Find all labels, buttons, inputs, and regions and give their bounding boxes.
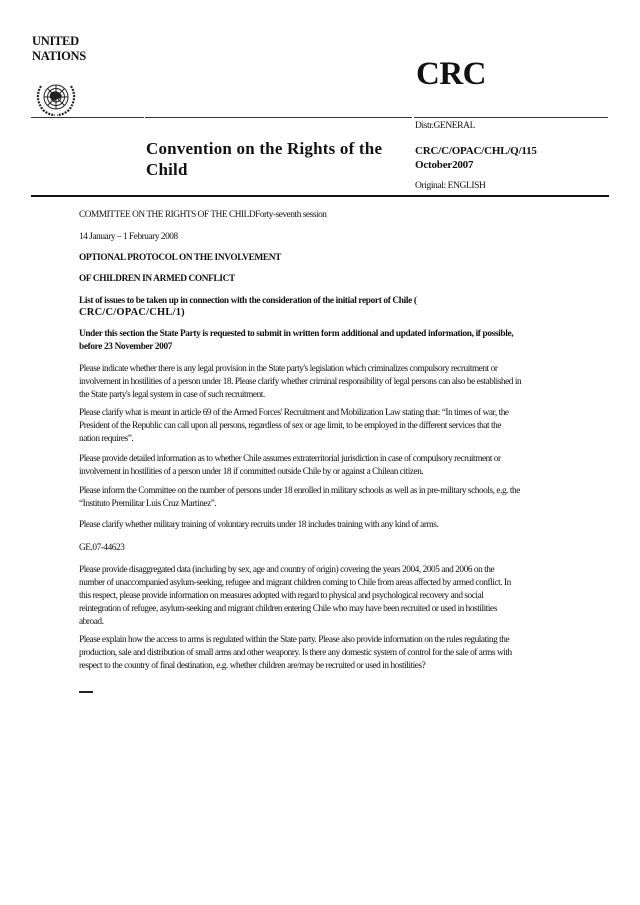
header-rule-bottom — [31, 195, 609, 197]
un-emblem-icon — [31, 78, 81, 118]
paragraph-line: abroad. — [79, 617, 104, 627]
document-date: October2007 — [415, 159, 474, 171]
document-title-line1: Convention on the Rights of the — [146, 139, 383, 158]
paragraph-arms-access — [79, 634, 559, 673]
paragraph-line: Please indicate whether there is any legal provision in the State party's legislation which criminalizes compulsory recruitment or — [79, 364, 498, 374]
header-rule-middle — [145, 117, 412, 118]
paragraph-line: “Instituto Premilitar Luis Cruz Martinez”. — [79, 499, 217, 509]
paragraph-line: involvement in hostilities of a person under 18. Please clarify whether criminal responsibility of legal persons can also be established in — [79, 377, 522, 387]
paragraph-line: reintegration of refugee, asylum-seeking and migrant children entering Chile who may have been recruited or used in hostilities — [79, 604, 497, 614]
report-reference: CRC/C/OPAC/CHL/1) — [79, 307, 185, 318]
paragraph-line: Please explain how the access to arms is regulated within the State party. Please also provide information on the rules regulating the — [79, 635, 510, 645]
paragraph-line: respect to the country of final destination, e.g. whether children are/may be recruited or used in hostilities? — [79, 661, 426, 671]
paragraph-line: involvement in hostilities of a person under 18 if committed outside Chile by or against a Chilean citizen. — [79, 467, 424, 477]
paragraph-line: this respect, please provide information on measures adopted with regard to physical and psychological recovery and social — [79, 591, 484, 601]
request-line2: before 23 November 2007 — [79, 342, 173, 352]
series-symbol: CRC — [416, 56, 486, 92]
paragraph-line: Please provide disaggregated data (including by sex, age and country of origin) covering the years 2004, 2005 and 2006 on the — [79, 565, 495, 575]
paragraph-line: number of unaccompanied asylum-seeking, refugee and migrant children coming to Chile from areas affected by armed conflict. In — [79, 578, 511, 588]
document-symbol: CRC/C/OPAC/CHL/Q/115 — [415, 145, 537, 157]
paragraph-military-training — [79, 519, 559, 532]
paragraph-article-69 — [79, 407, 559, 446]
paragraph-military-schools — [79, 485, 559, 511]
end-of-document-marker — [79, 691, 93, 693]
org-name-line1: UNITED — [32, 34, 79, 48]
header-rule-right — [414, 117, 608, 118]
protocol-heading-line2: OF CHILDREN IN ARMED CONFLICT — [79, 274, 235, 284]
header-rule-left — [31, 117, 144, 118]
paragraph-line: production, sale and distribution of small arms and other weaponry. Is there any domestic system of control for the sale of arms with — [79, 648, 512, 658]
paragraph-line: Please provide detailed information as to whether Chile assumes extraterritorial jurisdiction in case of compulsory recruitment or — [79, 454, 501, 464]
paragraph-line: Please clarify whether military training of voluntary recruits under 18 includes training with any kind of arms. — [79, 520, 439, 530]
paragraph-line: Please inform the Committee on the number of persons under 18 enrolled in military schools as well as in pre-military schools, e.g. the — [79, 486, 520, 496]
paragraph-legal-provision — [79, 363, 559, 402]
paragraph-line: nation requires”. — [79, 434, 134, 444]
paragraph-disaggregated-data — [79, 564, 559, 629]
document-title-line2: Child — [146, 160, 188, 179]
list-of-issues-heading: List of issues to be taken up in connection with the consideration of the initial report of Chile ( — [79, 296, 417, 306]
paragraph-line: President of the Republic can call upon all persons, regardless of sex or age limit, to be employed in the different services that the — [79, 421, 502, 431]
paragraph-line: Please clarify what is meant in article 69 of the Armed Forces' Recruitment and Mobilization Law stating that: “In times of war, the — [79, 408, 509, 418]
session-dates: 14 January – 1 February 2008 — [79, 232, 178, 242]
paragraph-extraterritorial — [79, 453, 559, 479]
document-title — [146, 138, 382, 180]
committee-line: COMMITTEE ON THE RIGHTS OF THE CHILDForty-seventh session — [79, 210, 327, 220]
distribution-label: Distr.GENERAL — [415, 121, 475, 131]
org-name-line2: NATIONS — [32, 49, 86, 63]
job-number: GE.07-44623 — [79, 543, 125, 553]
protocol-heading-line1: OPTIONAL PROTOCOL ON THE INVOLVEMENT — [79, 253, 281, 263]
original-language: Original: ENGLISH — [415, 181, 486, 191]
request-line1: Under this section the State Party is requested to submit in written form additional and updated information, if possible, — [79, 329, 514, 339]
paragraph-line: the State party's legal system in case of such recruitment. — [79, 390, 265, 400]
